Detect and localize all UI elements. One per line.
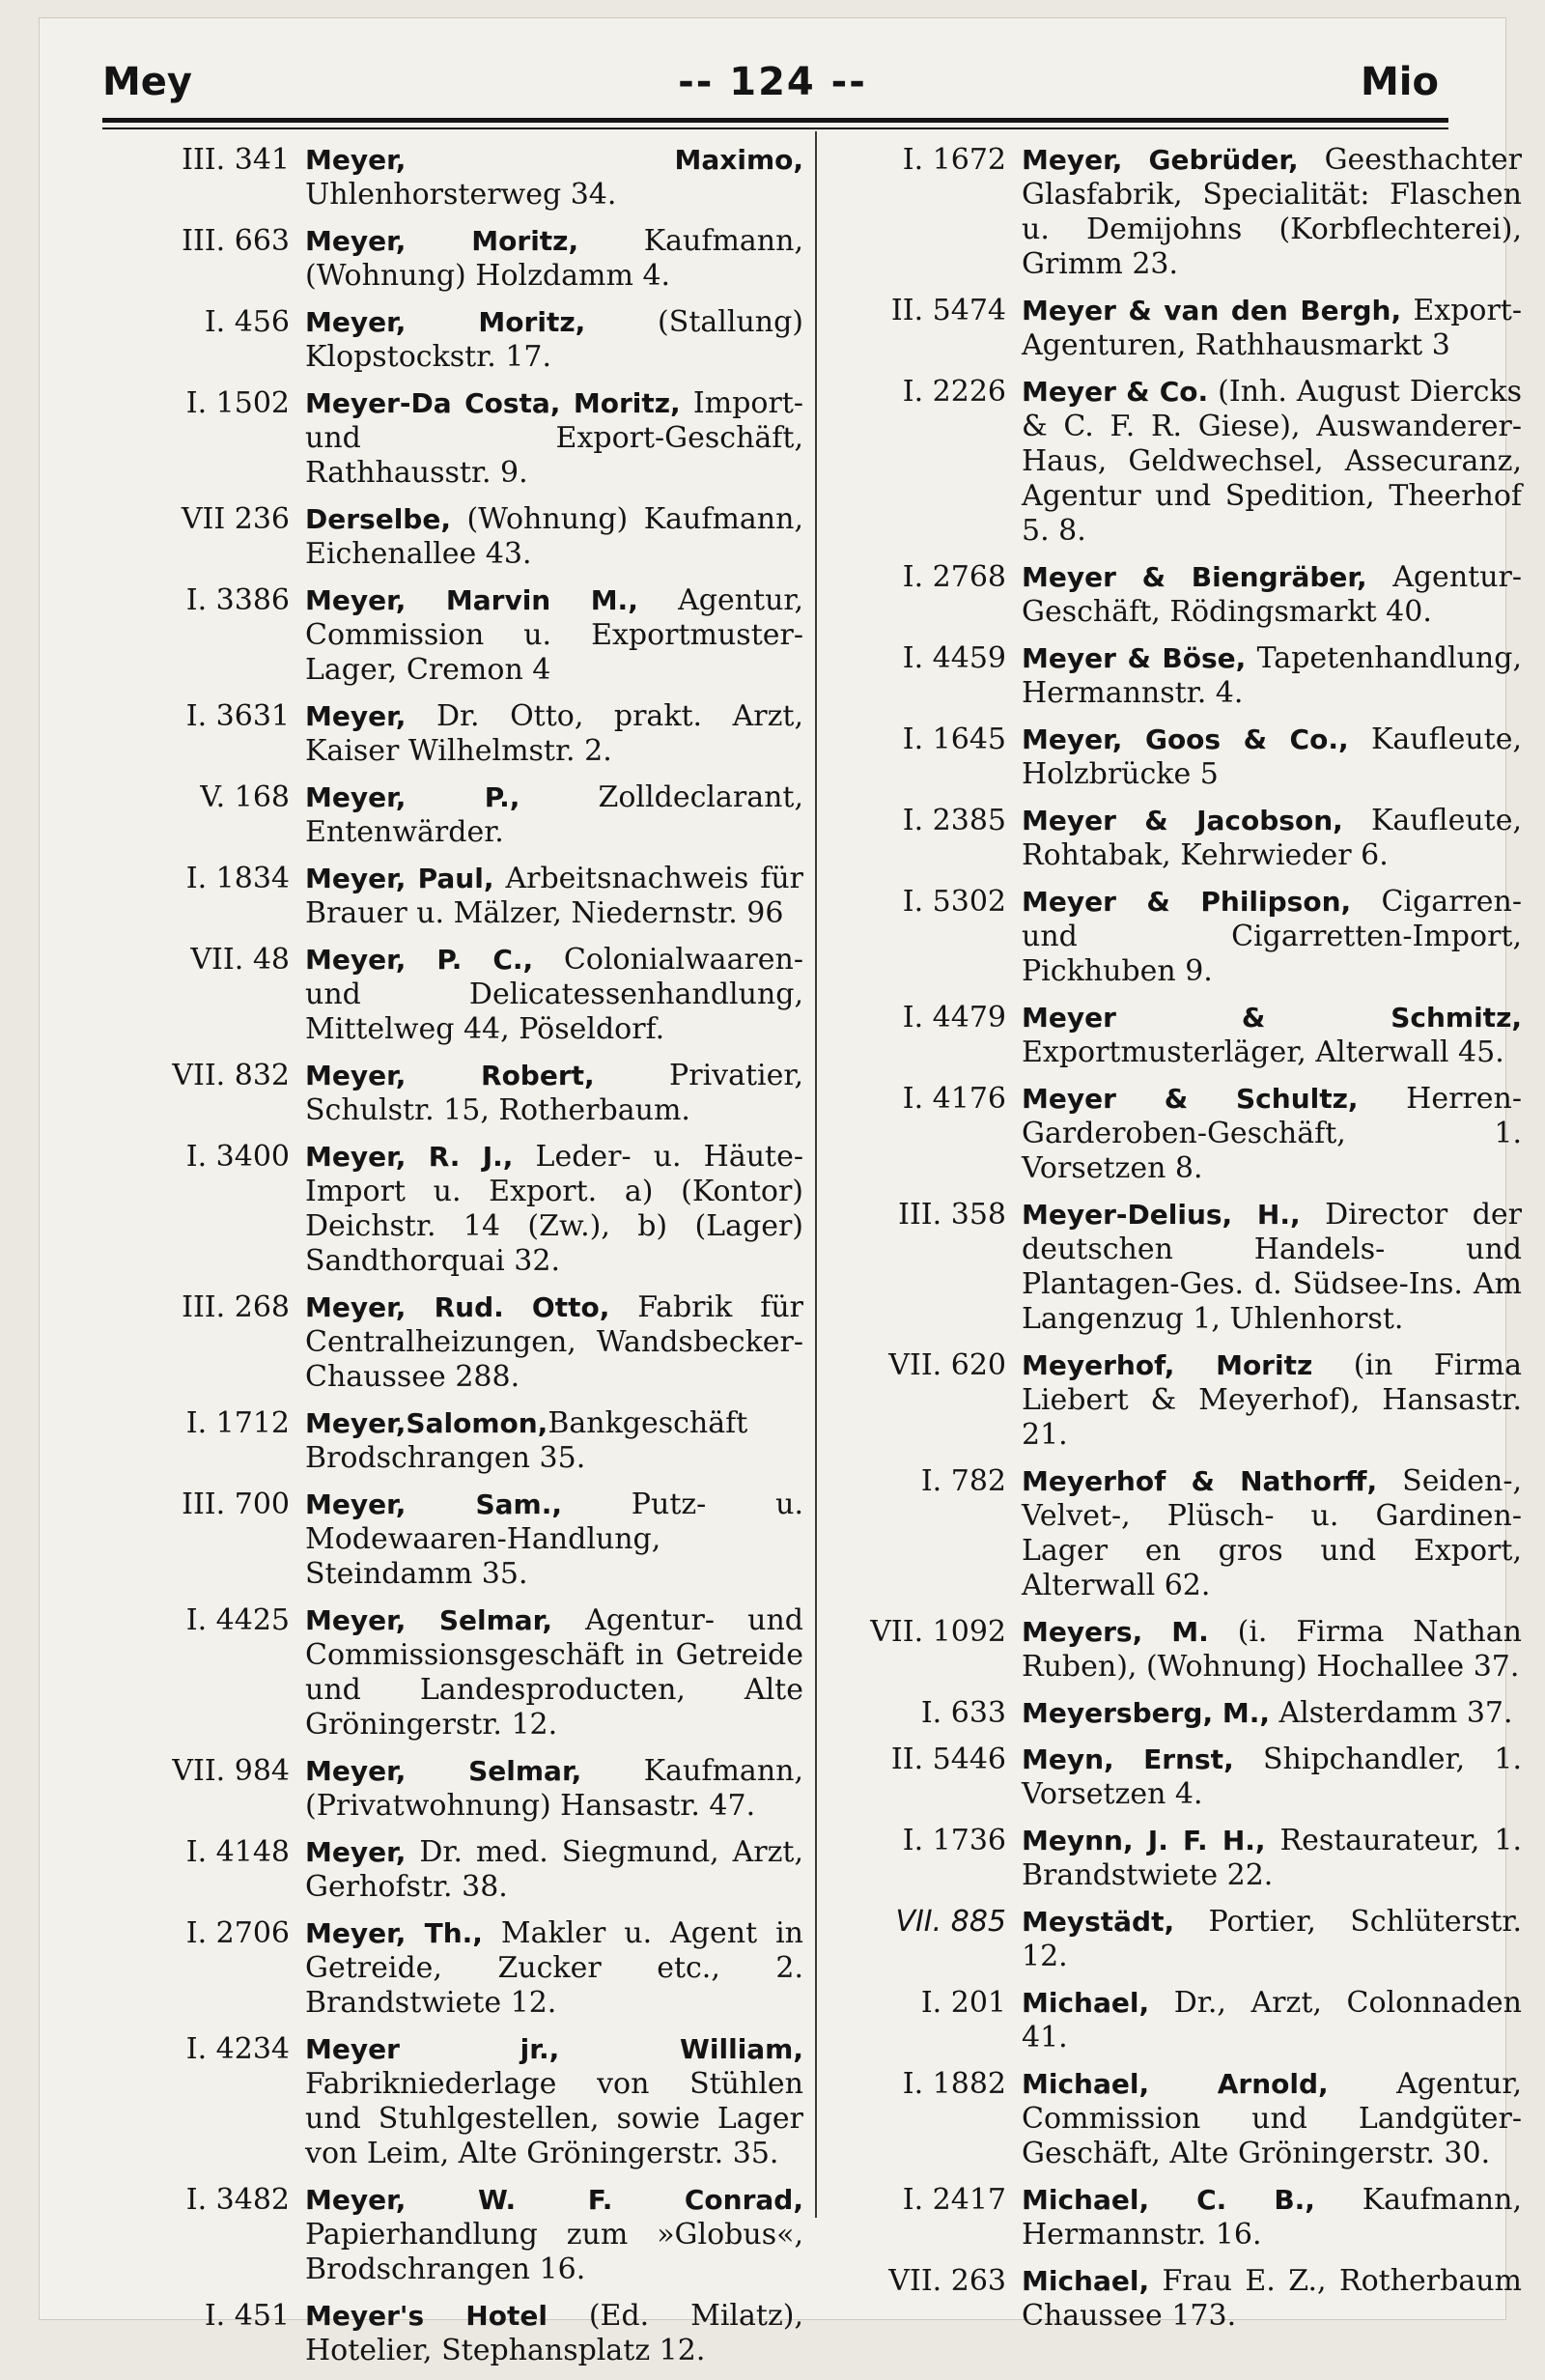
- telephone-number: II. 5446: [890, 1742, 1006, 1776]
- telephone-number: VII. 885: [895, 1905, 1006, 1939]
- telephone-number: I. 1645: [902, 722, 1006, 756]
- entry-text: [1022, 1986, 1522, 2055]
- directory-entry: [102, 386, 803, 491]
- left-column: [102, 143, 803, 2380]
- telephone-number: I. 4176: [902, 1082, 1006, 1116]
- entry-text: [1022, 560, 1522, 630]
- entry-text: [305, 2299, 803, 2368]
- subscriber-details: Herren-Garderoben-Geschäft, 1. Vorsetzen 8.: [1022, 1082, 1522, 1185]
- entry-text: [1022, 1464, 1522, 1603]
- directory-entry: [102, 943, 803, 1047]
- subscriber-name: Meyer & Co.: [1022, 376, 1209, 408]
- subscriber-details: Exportmusterläger, Alterwall 45.: [1022, 1035, 1504, 1069]
- subscriber-name: Meyer & Schultz,: [1022, 1083, 1359, 1115]
- entry-text: [305, 1916, 803, 2021]
- subscriber-details: Kaufleute, Rohtabak, Kehrwieder 6.: [1022, 804, 1522, 872]
- subscriber-details: Agentur, Commission und Landgüter-Geschäft, Alte Gröningerstr. 30.: [1022, 2067, 1522, 2170]
- subscriber-name: Meyer & van den Bergh,: [1022, 295, 1402, 326]
- entry-text: [305, 1059, 803, 1128]
- directory-entry: [102, 1140, 803, 1279]
- subscriber-name: Meyer, Selmar,: [305, 1604, 552, 1636]
- subscriber-details: Papierhandlung zum »Globus«, Brodschrangen 16.: [305, 2218, 803, 2286]
- telephone-number: VII. 1092: [870, 1615, 1006, 1649]
- header-rule-thick: [102, 118, 1448, 123]
- directory-entry: [832, 560, 1522, 630]
- subscriber-details: Arbeitsnachweis für Brauer u. Mälzer, Niedernstr. 96: [305, 862, 803, 930]
- directory-entry: [832, 722, 1522, 792]
- telephone-number: III. 341: [182, 143, 290, 177]
- entry-text: [305, 224, 803, 294]
- entry-text: [305, 2183, 803, 2287]
- telephone-number: I. 2385: [902, 804, 1006, 837]
- telephone-number: I. 456: [204, 305, 290, 339]
- directory-entry: [832, 1464, 1522, 1603]
- telephone-number: VII. 620: [888, 1348, 1006, 1382]
- subscriber-details: Privatier, Schulstr. 15, Rotherbaum.: [305, 1059, 803, 1127]
- subscriber-details: (Ed. Milatz), Hotelier, Stephansplatz 12.: [305, 2299, 803, 2367]
- directory-entry: [832, 1905, 1522, 1974]
- entry-text: [305, 386, 803, 491]
- directory-page: [39, 17, 1523, 2367]
- subscriber-details: Frau E. Z., Rotherbaum Chaussee 173.: [1022, 2264, 1522, 2333]
- directory-entry: [832, 1348, 1522, 1453]
- subscriber-name: Meyer, Selmar,: [305, 1755, 582, 1787]
- subscriber-name: Meyer, Rud. Otto,: [305, 1291, 610, 1323]
- entry-text: [305, 1140, 803, 1279]
- telephone-number: I. 3482: [185, 2183, 290, 2217]
- subscriber-details: Kaufmann, (Wohnung) Holzdamm 4.: [305, 224, 803, 293]
- directory-entry: [832, 375, 1522, 549]
- subscriber-name: Meyn, Ernst,: [1022, 1743, 1234, 1775]
- directory-entry: [102, 305, 803, 375]
- subscriber-name: Michael,: [1022, 1987, 1150, 2019]
- subscriber-details: Portier, Schlüterstr. 12.: [1022, 1905, 1522, 1973]
- telephone-number: I. 4234: [185, 2032, 290, 2066]
- subscriber-name: Meyer,: [305, 1836, 407, 1868]
- directory-entry: [832, 1824, 1522, 1893]
- telephone-number: V. 168: [200, 780, 290, 814]
- directory-entry: [102, 699, 803, 769]
- telephone-number: VII. 984: [172, 1754, 290, 1788]
- subscriber-name: Meyers, M.: [1022, 1616, 1209, 1648]
- entry-text: [305, 780, 803, 850]
- subscriber-name: Michael, C. B.,: [1022, 2184, 1315, 2216]
- subscriber-details: Cigarren- und Cigarretten-Import, Pickhuben 9.: [1022, 885, 1522, 988]
- directory-entry: [832, 294, 1522, 363]
- entry-text: [305, 1754, 803, 1824]
- telephone-number: I. 3400: [185, 1140, 290, 1174]
- directory-entry: [832, 2183, 1522, 2252]
- directory-entry: [102, 1290, 803, 1395]
- directory-entry: [832, 804, 1522, 873]
- subscriber-name: Meyer, Moritz,: [305, 306, 586, 338]
- entry-text: [305, 305, 803, 375]
- entry-text: [305, 2032, 803, 2171]
- subscriber-name: Derselbe,: [305, 503, 451, 535]
- entry-text: [1022, 1824, 1522, 1893]
- subscriber-details: Zolldeclarant, Entenwärder.: [305, 780, 803, 849]
- subscriber-details: Dr. Otto, prakt. Arzt, Kaiser Wilhelmstr. 2.: [305, 699, 803, 768]
- right-column: [832, 143, 1522, 2345]
- subscriber-details: Dr. med. Siegmund, Arzt, Gerhofstr. 38.: [305, 1835, 803, 1904]
- subscriber-name: Michael,: [1022, 2265, 1150, 2297]
- entry-text: [1022, 294, 1522, 363]
- entry-text: [1022, 2264, 1522, 2334]
- directory-entry: [832, 143, 1522, 282]
- telephone-number: III. 663: [182, 224, 290, 258]
- subscriber-name: Meyer,: [305, 700, 407, 732]
- telephone-number: I. 1672: [902, 143, 1006, 177]
- telephone-number: I. 782: [920, 1464, 1006, 1498]
- entry-text: [305, 583, 803, 688]
- subscriber-details: Import- und Export-Geschäft, Rathhausstr. 9.: [305, 386, 803, 490]
- entry-text: [305, 1406, 803, 1476]
- directory-entry: [832, 1615, 1522, 1685]
- telephone-number: I. 4425: [185, 1603, 290, 1637]
- directory-entry: [102, 1603, 803, 1742]
- entry-text: [1022, 1198, 1522, 1337]
- subscriber-details: (i. Firma Nathan Ruben), (Wohnung) Hochallee 37.: [1022, 1615, 1522, 1684]
- entry-text: [1022, 1082, 1522, 1186]
- entry-text: [305, 1290, 803, 1395]
- subscriber-details: Director der deutschen Handels- und Plantagen-Ges. d. Südsee-Ins. Am Langenzug 1, Uhlenhorst.: [1022, 1198, 1522, 1336]
- subscriber-details: Alsterdamm 37.: [1269, 1696, 1513, 1730]
- entry-text: [1022, 722, 1522, 792]
- subscriber-name: Meyer, Marvin M.,: [305, 584, 638, 616]
- subscriber-name: Meyer & Schmitz,: [1022, 1002, 1522, 1034]
- entry-text: [1022, 641, 1522, 711]
- subscriber-name: Meyer, Gebrüder,: [1022, 144, 1299, 176]
- directory-entry: [832, 1082, 1522, 1186]
- subscriber-details: (Wohnung) Kaufmann, Eichenallee 43.: [305, 502, 803, 571]
- directory-entry: [102, 2299, 803, 2368]
- telephone-number: I. 4479: [902, 1001, 1006, 1034]
- telephone-number: I. 633: [920, 1696, 1006, 1730]
- telephone-number: VII. 832: [172, 1059, 290, 1092]
- directory-entry: [102, 1754, 803, 1824]
- entry-text: [1022, 1001, 1522, 1070]
- subscriber-name: Meyer, Moritz,: [305, 225, 579, 257]
- telephone-number: VII. 48: [190, 943, 290, 977]
- telephone-number: I. 2226: [902, 375, 1006, 409]
- telephone-number: I. 2706: [185, 1916, 290, 1950]
- subscriber-name: Meyerhof & Nathorff,: [1022, 1465, 1378, 1497]
- running-head-right: Mio: [1361, 60, 1439, 104]
- telephone-number: I. 451: [204, 2299, 290, 2333]
- telephone-number: III. 268: [182, 1290, 290, 1324]
- telephone-number: II. 5474: [890, 294, 1006, 327]
- entry-text: [1022, 375, 1522, 549]
- directory-entry: [832, 641, 1522, 711]
- subscriber-name: Meyer, Th.,: [305, 1917, 483, 1949]
- entry-text: [305, 943, 803, 1047]
- subscriber-name: Meyerhof, Moritz: [1022, 1349, 1313, 1381]
- subscriber-name: Meyersberg, M.,: [1022, 1697, 1270, 1729]
- entry-text: [1022, 885, 1522, 989]
- running-head-left: Mey: [102, 60, 193, 104]
- entry-text: [305, 699, 803, 769]
- directory-entry: [102, 224, 803, 294]
- telephone-number: I. 4148: [185, 1835, 290, 1869]
- telephone-number: III. 358: [898, 1198, 1006, 1232]
- subscriber-name: Meyer, Robert,: [305, 1060, 595, 1091]
- subscriber-details: Agentur, Commission u. Exportmuster-Lager, Cremon 4: [305, 583, 803, 687]
- directory-entry: [832, 2067, 1522, 2171]
- subscriber-details: Tapetenhandlung, Hermannstr. 4.: [1022, 641, 1522, 710]
- directory-entry: [102, 1059, 803, 1128]
- subscriber-name: Meyer, Goos & Co.,: [1022, 723, 1349, 755]
- entry-text: [1022, 1696, 1522, 1731]
- telephone-number: I. 1736: [902, 1824, 1006, 1857]
- subscriber-details: Uhlenhorsterweg 34.: [305, 178, 617, 212]
- entry-text: [1022, 804, 1522, 873]
- directory-entry: [102, 583, 803, 688]
- subscriber-name: Michael, Arnold,: [1022, 2068, 1329, 2100]
- entry-text: [305, 1835, 803, 1905]
- directory-entry: [832, 2264, 1522, 2334]
- subscriber-details: (Inh. August Diercks & C. F. R. Giese), Auswanderer-Haus, Geldwechsel, Assecuranz, Agentur und Spedition, Theerhof 5. 8.: [1022, 375, 1522, 548]
- directory-entry: [102, 862, 803, 931]
- directory-entry: [832, 1696, 1522, 1731]
- directory-entry: [832, 1198, 1522, 1337]
- entry-text: [1022, 2067, 1522, 2171]
- subscriber-name: Meyer & Philipson,: [1022, 886, 1352, 918]
- directory-entry: [102, 502, 803, 572]
- subscriber-name: Meyer & Böse,: [1022, 642, 1247, 674]
- subscriber-details: (Stallung) Klopstockstr. 17.: [305, 305, 803, 374]
- subscriber-details: Bankgeschäft Brodschrangen 35.: [305, 1406, 748, 1475]
- telephone-number: I. 1882: [902, 2067, 1006, 2101]
- subscriber-name: Meyer, Sam.,: [305, 1488, 562, 1520]
- telephone-number: VII 236: [181, 502, 290, 536]
- entry-text: [305, 1488, 803, 1592]
- entry-text: [1022, 1742, 1522, 1812]
- subscriber-name: Meyer, R. J.,: [305, 1141, 514, 1173]
- column-divider: [815, 131, 817, 2218]
- telephone-number: I. 3631: [185, 699, 290, 733]
- directory-entry: [832, 885, 1522, 989]
- header-rule-thin: [102, 128, 1448, 129]
- subscriber-name: Meyer's Hotel: [305, 2300, 548, 2332]
- subscriber-name: Meystädt,: [1022, 1906, 1175, 1938]
- subscriber-name: Meyer-Delius, H.,: [1022, 1199, 1301, 1231]
- subscriber-details: Colonialwaaren- und Delicatessenhandlung, Mittelweg 44, Pöseldorf.: [305, 943, 804, 1046]
- directory-entry: [102, 780, 803, 850]
- entry-text: [305, 143, 803, 212]
- telephone-number: VII. 263: [888, 2264, 1006, 2298]
- subscriber-details: Kaufmann, Hermannstr. 16.: [1022, 2183, 1522, 2252]
- directory-entry: [102, 143, 803, 212]
- entry-text: [305, 502, 803, 572]
- directory-entry: [102, 2032, 803, 2171]
- subscriber-name: Meyer-Da Costa, Moritz,: [305, 387, 681, 419]
- entry-text: [305, 1603, 803, 1742]
- subscriber-details: Makler u. Agent in Getreide, Zucker etc., 2. Brandstwiete 12.: [305, 1916, 803, 2020]
- subscriber-details: Putz- u. Modewaaren-Handlung, Steindamm 35.: [305, 1488, 804, 1591]
- telephone-number: I. 2768: [902, 560, 1006, 594]
- subscriber-details: Shipchandler, 1. Vorsetzen 4.: [1022, 1742, 1522, 1811]
- subscriber-name: Meyer & Biengräber,: [1022, 561, 1367, 593]
- directory-entry: [102, 1406, 803, 1476]
- telephone-number: I. 5302: [902, 885, 1006, 919]
- subscriber-details: Seiden-, Velvet-, Plüsch- u. Gardinen-Lager en gros und Export, Alterwall 62.: [1022, 1464, 1523, 1602]
- telephone-number: I. 2417: [902, 2183, 1006, 2217]
- subscriber-name: Meyer, W. F. Conrad,: [305, 2184, 803, 2216]
- subscriber-details: Export-Agenturen, Rathhausmarkt 3: [1022, 294, 1522, 362]
- telephone-number: I. 201: [920, 1986, 1006, 2020]
- subscriber-name: Meyer & Jacobson,: [1022, 805, 1343, 836]
- subscriber-details: Geesthachter Glasfabrik, Specialität: Flaschen u. Demijohns (Korbflechterei), Grimm 23.: [1022, 143, 1522, 281]
- entry-text: [305, 862, 803, 931]
- subscriber-details: Fabrikniederlage von Stühlen und Stuhlgestellen, sowie Lager von Leim, Alte Gröningerstr. 35.: [305, 2067, 803, 2170]
- subscriber-name: Meyer, P.,: [305, 781, 520, 813]
- subscriber-details: Agentur- und Commissionsgeschäft in Getreide und Landesproducten, Alte Gröningerstr. 12.: [305, 1603, 804, 1742]
- directory-entry: [102, 2183, 803, 2287]
- telephone-number: I. 1834: [185, 862, 290, 895]
- directory-entry: [102, 1916, 803, 2021]
- subscriber-details: Fabrik für Centralheizungen, Wandsbecker-Chaussee 288.: [305, 1290, 803, 1394]
- directory-entry: [102, 1835, 803, 1905]
- telephone-number: III. 700: [182, 1488, 290, 1521]
- subscriber-details: Leder- u. Häute-Import u. Export. a) (Kontor) Deichstr. 14 (Zw.), b) (Lager) Sandthorquai 32.: [305, 1140, 803, 1278]
- telephone-number: I. 1712: [185, 1406, 290, 1440]
- page-number: -- 124 --: [678, 60, 867, 104]
- entry-text: [1022, 1905, 1522, 1974]
- subscriber-details: (in Firma Liebert & Meyerhof), Hansastr. 21.: [1022, 1348, 1523, 1452]
- subscriber-name: Meyer jr., William,: [305, 2033, 803, 2065]
- directory-entry: [832, 1742, 1522, 1812]
- subscriber-name: Meyer, Maximo,: [305, 144, 803, 176]
- entry-text: [1022, 1348, 1522, 1453]
- telephone-number: I. 1502: [185, 386, 290, 420]
- telephone-number: I. 4459: [902, 641, 1006, 675]
- entry-text: [1022, 2183, 1522, 2252]
- subscriber-details: Dr., Arzt, Colonnaden 41.: [1022, 1986, 1522, 2054]
- subscriber-name: Meyer, P. C.,: [305, 944, 534, 976]
- directory-entry: [832, 1001, 1522, 1070]
- directory-entry: [832, 1986, 1522, 2055]
- subscriber-name: Meynn, J. F. H.,: [1022, 1825, 1266, 1856]
- subscriber-details: Restaurateur, 1. Brandstwiete 22.: [1022, 1824, 1523, 1892]
- entry-text: [1022, 143, 1522, 282]
- directory-entry: [102, 1488, 803, 1592]
- telephone-number: I. 3386: [185, 583, 290, 617]
- subscriber-name: Meyer, Paul,: [305, 863, 494, 894]
- entry-text: [1022, 1615, 1522, 1685]
- subscriber-details: Kaufmann, (Privatwohnung) Hansastr. 47.: [305, 1754, 803, 1823]
- subscriber-details: Kaufleute, Holzbrücke 5: [1022, 722, 1522, 791]
- subscriber-details: Agentur-Geschäft, Rödingsmarkt 40.: [1022, 560, 1522, 629]
- subscriber-name: Meyer,Salomon,: [305, 1407, 548, 1439]
